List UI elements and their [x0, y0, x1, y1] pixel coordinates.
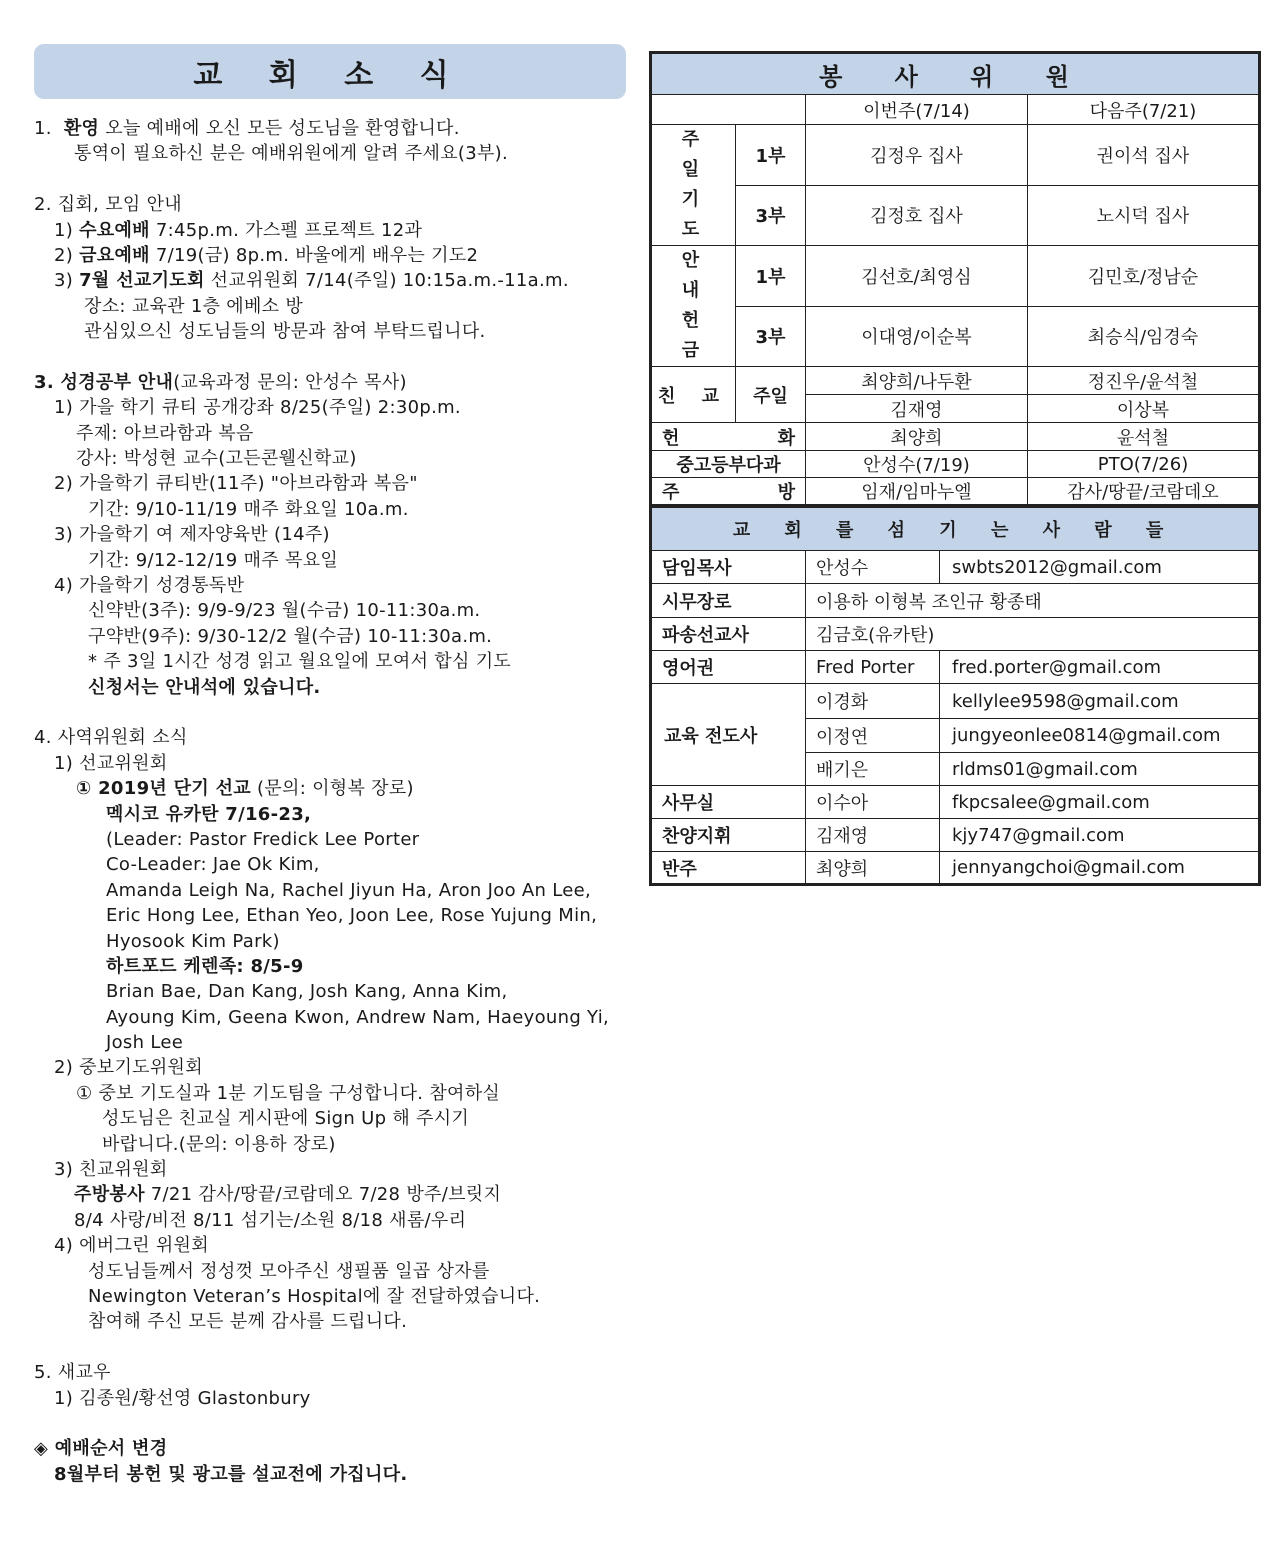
role-label: 시무장로 [651, 584, 806, 618]
section-heading-bible: 3. 성경공부 안내(교육과정 문의: 안성수 목사) [34, 371, 407, 393]
section-heading-ministry: 4. 사역위원회 소식 [34, 727, 188, 749]
role-label: 사무실 [651, 786, 806, 819]
role-label: 교육 전도사 [651, 684, 806, 786]
tables-column [649, 51, 1258, 886]
cell: 노시덕 집사 [1028, 185, 1260, 246]
usher-label: 안 내 헌 금 [651, 246, 736, 367]
newcomer-item: 1) 김종원/황선영 Glastonbury [54, 1387, 311, 1409]
staff-table [649, 507, 1261, 886]
ministry-item: 3) 친교위원회 [54, 1159, 168, 1181]
ministry-detail: 멕시코 유카탄 7/16-23, [106, 803, 312, 825]
staff-name: 이정연 [806, 719, 940, 753]
service-title: 봉 사 위 원 [651, 53, 1260, 95]
fellowship-sub: 주일 [736, 367, 806, 423]
staff-email: fkpcsalee@gmail.com [940, 786, 1260, 819]
bible-detail: 기간: 9/10-11/19 매주 화요일 10a.m. [88, 498, 409, 520]
staff-email: rldms01@gmail.com [940, 753, 1260, 786]
role-label: 반주 [651, 852, 806, 885]
staff-email: jennyangchoi@gmail.com [940, 852, 1260, 885]
welcome-line-2: 통역이 필요하신 분은 예배위원에게 알려 주세요(3부). [74, 143, 508, 165]
bible-item: 4) 가을학기 성경통독반 [54, 575, 245, 597]
staff-name: 김금호(유카탄) [806, 618, 1260, 651]
part-label: 1부 [736, 246, 806, 307]
staff-email: kellylee9598@gmail.com [940, 684, 1260, 719]
staff-email: jungyeonlee0814@gmail.com [940, 719, 1260, 753]
meeting-detail: 관심있으신 성도님들의 방문과 참여 부탁드립니다. [84, 321, 486, 343]
row-label: 헌 화 [651, 423, 806, 451]
ministry-detail: 하트포드 케렌족: 8/5-9 [106, 955, 304, 977]
cell: 최양희 [806, 423, 1028, 451]
cell: 김민호/정남순 [1028, 246, 1260, 307]
bible-detail: 신약반(3주): 9/9-9/23 월(수금) 10-11:30a.m. [88, 600, 481, 622]
cell: 윤석철 [1028, 423, 1260, 451]
staff-email: swbts2012@gmail.com [940, 551, 1260, 584]
role-label: 담임목사 [651, 551, 806, 584]
bible-detail: 주제: 아브라함과 복음 [76, 422, 254, 444]
cell: 김정우 집사 [806, 125, 1028, 186]
ministry-item: 4) 에버그린 위원회 [54, 1235, 209, 1257]
bible-item: 3) 가을학기 여 제자양육반 (14주) [54, 524, 330, 546]
ministry-detail: 주방봉사 7/21 감사/땅끝/코람데오 7/28 방주/브릿지 [74, 1184, 502, 1206]
ministry-detail: ① 중보 기도실과 1분 기도팀을 구성합니다. 참여하실 [76, 1082, 501, 1104]
ministry-detail: 성도님들께서 정성껏 모아주신 생필품 일곱 상자를 [88, 1260, 490, 1282]
ministry-detail: Newington Veteran’s Hospital에 잘 전달하였습니다. [88, 1285, 541, 1307]
ministry-detail: 참여해 주신 모든 분께 감사를 드립니다. [88, 1311, 408, 1333]
role-label: 찬양지휘 [651, 819, 806, 852]
ministry-detail: Co-Leader: Jae Ok Kim, [106, 854, 320, 876]
news-column [30, 44, 630, 99]
staff-name: 이용하 이형복 조인규 황종태 [806, 584, 1260, 618]
bible-item: 2) 가을학기 큐티반(11주) "아브라함과 복음" [54, 473, 418, 495]
meeting-item: 2) 금요예배 7/19(금) 8p.m. 바울에게 배우는 기도2 [54, 244, 479, 266]
bible-detail: 신청서는 안내석에 있습니다. [88, 676, 321, 698]
news-content [34, 116, 634, 1487]
part-label: 3부 [736, 306, 806, 367]
ministry-detail: Amanda Leigh Na, Rachel Jiyun Ha, Aron Joo An Lee, [106, 879, 592, 901]
cell: 김선호/최영심 [806, 246, 1028, 307]
ministry-detail: 8/4 사랑/비전 8/11 섬기는/소원 8/18 새롬/우리 [74, 1209, 467, 1231]
cell: 최승식/임경숙 [1028, 306, 1260, 367]
ministry-detail: 바랍니다.(문의: 이용하 장로) [102, 1133, 336, 1155]
ministry-item: 1) 선교위원회 [54, 752, 168, 774]
ministry-item: 2) 중보기도위원회 [54, 1057, 203, 1079]
cell: 김재영 [806, 395, 1028, 423]
bible-item: 1) 가을 학기 큐티 공개강좌 8/25(주일) 2:30p.m. [54, 397, 461, 419]
cell: 감사/땅끝/코람데오 [1028, 478, 1260, 506]
staff-name: 김재영 [806, 819, 940, 852]
role-label: 영어권 [651, 651, 806, 684]
row-label: 중고등부다과 [651, 451, 806, 478]
cell: 김정호 집사 [806, 185, 1028, 246]
col-next-week: 다음주(7/21) [1028, 95, 1260, 125]
ministry-detail: Josh Lee [106, 1032, 184, 1054]
prayer-label: 주 일 기 도 [651, 125, 736, 246]
staff-name: 배기은 [806, 753, 940, 786]
staff-name: 안성수 [806, 551, 940, 584]
ministry-detail: ① 2019년 단기 선교 (문의: 이형복 장로) [76, 778, 414, 800]
notice-heading: ◈ 예배순서 변경 [34, 1438, 168, 1460]
ministry-detail: (Leader: Pastor Fredick Lee Porter [106, 828, 420, 850]
bible-detail: * 주 3일 1시간 성경 읽고 월요일에 모여서 합심 기도 [88, 651, 512, 673]
welcome-line: 1. 환영 오늘 예배에 오신 모든 성도님을 환영합니다. [34, 118, 460, 139]
service-table [649, 51, 1261, 507]
cell: 정진우/윤석철 [1028, 367, 1260, 395]
section-heading-meetings: 2. 집회, 모임 안내 [34, 194, 182, 216]
meeting-item: 3) 7월 선교기도회 선교위원회 7/14(주일) 10:15a.m.-11a.m. [54, 270, 569, 292]
news-title: 교 회 소 식 [34, 44, 626, 99]
cell: PTO(7/26) [1028, 451, 1260, 478]
bible-detail: 기간: 9/12-12/19 매주 목요일 [88, 549, 339, 571]
row-label: 주 방 [651, 478, 806, 506]
staff-email: kjy747@gmail.com [940, 819, 1260, 852]
ministry-detail: Brian Bae, Dan Kang, Josh Kang, Anna Kim, [106, 981, 508, 1003]
notice-text: 8월부터 봉헌 및 광고를 설교전에 가집니다. [54, 1463, 408, 1485]
bible-detail: 구약반(9주): 9/30-12/2 월(수금) 10-11:30a.m. [88, 625, 493, 647]
cell: 권이석 집사 [1028, 125, 1260, 186]
fellowship-label: 친 교 [651, 367, 736, 423]
cell: 이상복 [1028, 395, 1260, 423]
cell: 최양희/나두환 [806, 367, 1028, 395]
staff-name: Fred Porter [806, 651, 940, 684]
ministry-detail: Ayoung Kim, Geena Kwon, Andrew Nam, Haeyoung Yi, [106, 1006, 610, 1028]
staff-email: fred.porter@gmail.com [940, 651, 1260, 684]
section-heading-newcomers: 5. 새교우 [34, 1362, 111, 1384]
ministry-detail: Eric Hong Lee, Ethan Yeo, Joon Lee, Rose Yujung Min, [106, 905, 598, 927]
part-label: 1부 [736, 125, 806, 186]
role-label: 파송선교사 [651, 618, 806, 651]
bible-detail: 강사: 박성현 교수(고든콘웰신학교) [76, 448, 357, 470]
cell: 임재/임마누엘 [806, 478, 1028, 506]
staff-name: 이경화 [806, 684, 940, 719]
cell: 이대영/이순복 [806, 306, 1028, 367]
staff-name: 이수아 [806, 786, 940, 819]
meeting-detail: 장소: 교육관 1층 에베소 방 [84, 295, 304, 317]
ministry-detail: 성도님은 친교실 게시판에 Sign Up 해 주시기 [102, 1108, 470, 1130]
cell: 안성수(7/19) [806, 451, 1028, 478]
meeting-item: 1) 수요예배 7:45p.m. 가스펠 프로젝트 12과 [54, 219, 423, 241]
col-this-week: 이번주(7/14) [806, 95, 1028, 125]
staff-name: 최양희 [806, 852, 940, 885]
staff-title: 교 회 를 섬 기 는 사 람 들 [651, 508, 1260, 551]
ministry-detail: Hyosook Kim Park) [106, 930, 280, 952]
part-label: 3부 [736, 185, 806, 246]
